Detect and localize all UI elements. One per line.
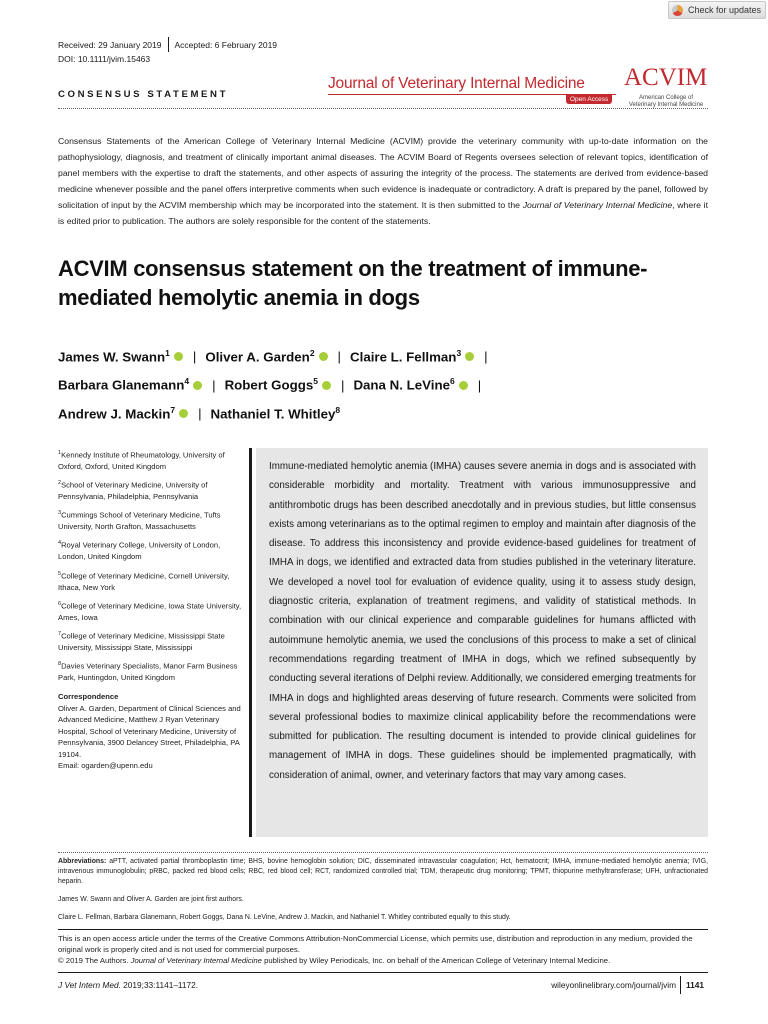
orcid-icon[interactable]: [193, 381, 202, 390]
intro-text-2: , where it is edited prior to publication. The authors are solely responsible for the content of the statements.: [58, 199, 708, 226]
orcid-icon[interactable]: [319, 352, 328, 361]
orcid-icon[interactable]: [179, 409, 188, 418]
affiliation-item: $^3$Cummings School of Veterinary Medicine, Tufts University, North Grafton, Massachusetts: [58, 510, 221, 532]
author-name[interactable]: Andrew J. Mackin: [58, 406, 171, 422]
author-sup: 5: [313, 376, 318, 387]
journal-url[interactable]: wileyonlinelibrary.com/journal/jvim: [551, 980, 676, 990]
citation: [58, 980, 198, 990]
journal-name: Journal of Veterinary Internal Medicine: [328, 75, 585, 92]
abstract-accent-bar: [249, 448, 252, 837]
author-separator: |: [212, 377, 216, 393]
open-access-badge: Open Access: [566, 95, 612, 104]
correspondence-heading: Correspondence: [58, 692, 119, 702]
author-line-1: [58, 341, 718, 369]
correspondence-text: Oliver A. Garden, Department of Clinical Sciences and Advanced Medicine, Matthew J Ryan Veterinary Hospital, School of Veterinary Medicine, University of Pennsylvania, 3900 Delancey Street, Philadelphia, PA 19104.: [58, 703, 241, 759]
author-name[interactable]: Claire L. Fellman: [350, 349, 457, 365]
acvim-logo-subtitle: American College of Veterinary Internal Medicine: [628, 95, 704, 109]
orcid-icon[interactable]: [322, 381, 331, 390]
crossmark-icon: [672, 5, 683, 16]
author-name[interactable]: Nathaniel T. Whitley: [210, 406, 336, 422]
author-separator: |: [477, 377, 482, 393]
citation-volume: 2019;33:1141–1172.: [120, 980, 199, 990]
abbreviations-label: Abbreviations:: [58, 858, 107, 865]
affiliation-item: $^6$College of Veterinary Medicine, Iowa State University, Ames, Iowa: [58, 600, 242, 622]
section-divider: [58, 108, 708, 109]
orcid-icon[interactable]: [459, 381, 468, 390]
correspondence-email[interactable]: Email: ogarden@upenn.edu: [58, 761, 153, 771]
author-name[interactable]: James W. Swann: [58, 349, 166, 365]
citation-journal: J Vet Intern Med.: [58, 980, 121, 990]
intro-journal-name: Journal of Veterinary Internal Medicine: [522, 199, 673, 210]
acvim-logo: [624, 62, 714, 90]
intro-text-1: Consensus Statements of the American College of Veterinary Internal Medicine (ACVIM) provide the veterinary community with up-to-date information on the pathophysiology, diagnosis, and treatment of clinically important animal diseases. The ACVIM Board of Regents oversees selection of relevant topics, identification of panel members with the expertise to draft the statements, and other aspects of assuring the integrity of the process. The statements are derived from evidence-based medicine whenever possible and the panel offers interpretive comments when such evidence is inadequate or contradictory. A draft is prepared by the panel, followed by solicitation of input by the ACVIM membership which may be incorporated into the statement. It is then submitted to the: [58, 136, 708, 210]
author-name[interactable]: Oliver A. Garden: [205, 349, 310, 365]
author-separator: |: [337, 349, 342, 365]
footer-divider: [58, 972, 708, 973]
affiliation-item: $^1$Kennedy Institute of Rheumatology, University of Oxford, Oxford, United Kingdom: [58, 450, 225, 472]
author-separator: |: [192, 349, 197, 365]
doi[interactable]: DOI: 10.1111/jvim.15463: [58, 54, 151, 64]
author-name[interactable]: Dana N. LeVine: [353, 377, 450, 393]
license-divider: [58, 929, 708, 930]
author-sup: 2: [309, 348, 315, 358]
author-separator: |: [340, 377, 345, 393]
received-date: Received: 29 January 2019: [58, 39, 162, 50]
affiliation-item: $^2$School of Veterinary Medicine, University of Pennsylvania, Philadelphia, Pennsylvania: [58, 480, 208, 502]
accepted-date: Accepted: 6 February 2019: [174, 39, 278, 50]
affiliation-item: $^4$Royal Veterinary College, University of London, London, United Kingdom: [58, 540, 221, 562]
author-sup: 3: [456, 348, 462, 358]
intro-paragraph: [58, 134, 708, 229]
license-text: [58, 933, 708, 967]
footer-separator: [680, 976, 681, 994]
author-name[interactable]: Barbara Glanemann: [58, 377, 185, 393]
check-for-updates-label: Check for updates: [688, 5, 762, 15]
copyright-line: © 2019 The Authors. Journal of Veterinary Internal Medicine published by Wiley Periodicals, Inc. on behalf of the American College of Veterinary Internal Medicine.: [58, 956, 611, 966]
author-sup: 1: [165, 348, 170, 358]
footnote-divider: [58, 852, 708, 853]
abbreviations: [58, 857, 708, 888]
author-sup: 7: [170, 404, 176, 415]
author-sup: 4: [184, 376, 190, 387]
author-name[interactable]: Robert Goggs: [224, 377, 314, 393]
affiliation-item: $^7$College of Veterinary Medicine, Mississippi State University, Mississippi State, Mississippi: [58, 630, 225, 652]
joint-first-note: James W. Swann and Oliver A. Garden are joint first authors.: [58, 896, 244, 903]
article-dates: [58, 38, 277, 53]
date-divider: [168, 37, 169, 52]
license-line-1: This is an open access article under the terms of the Creative Commons Attribution-NonCommercial License, which permits use, distribution and reproduction in any medium, provided the original work is properly cited and is not used for commercial purposes.: [58, 934, 693, 955]
author-sup: 6: [450, 376, 455, 387]
affiliations: [58, 448, 244, 772]
orcid-icon[interactable]: [174, 352, 183, 361]
author-line-2: [58, 369, 718, 397]
equal-contribution-note: Claire L. Fellman, Barbara Glanemann, Robert Goggs, Dana N. LeVine, Andrew J. Mackin, and Nathaniel T. Whitley contributed equally to this study.: [58, 914, 511, 921]
author-separator: |: [198, 406, 202, 422]
check-for-updates-button[interactable]: [668, 1, 766, 19]
author-sup: 8: [335, 404, 341, 415]
author-separator: |: [484, 349, 488, 365]
author-list: [58, 341, 718, 426]
affiliation-item: $^8$Davies Veterinary Specialists, Manor Farm Business Park, Huntingdon, United Kingdom: [58, 660, 238, 682]
affiliation-item: $^5$College of Veterinary Medicine, Cornell University, Ithaca, New York: [58, 570, 230, 592]
page-number: 1141: [686, 980, 704, 990]
abbreviations-text: aPTT, activated partial thromboplastin time; BHS, bovine hemoglobin solution; DIC, disseminated intravascular coagulation; Hct, hematocrit; IMHA, immune-mediated hemolytic anemia; IVIG, intravenous immunoglobulin; pRBC, packed red blood cells; RBC, red blood cell; RCT, randomized controlled trial; TDM, therapeutic drug monitoring; TPMT, thiopurine methyltransferase; UFH, unfractionated heparin.: [58, 858, 708, 886]
author-line-3: [58, 398, 718, 426]
section-label: CONSENSUS STATEMENT: [58, 89, 229, 100]
abstract: Immune-mediated hemolytic anemia (IMHA) causes severe anemia in dogs and is associated with considerable morbidity and mortality. Treatment with various immunosuppressive and antithrombotic drugs has been described anecdotally and in previous studies, but little consensus exists among veterinarians as to the optimal regimen to employ and maintain after diagnosis of the disease. To address this inconsistency and provide evidence-based guidelines for treatment of IMHA in dogs, we identified and extracted data from studies published in the veterinary literature. We developed a novel tool for evaluation of evidence quality, using it to assess study design, diagnostic criteria, explanation of treatment regimens, and validity of statistical methods. In combination with our clinical experience and comparable guidelines for humans afflicted with autoimmune hemolytic anemia, we used the conclusions of this process to make a set of clinical recommendations regarding treatment of IMHA in dogs, which we refined subsequently by conducting several iterations of Delphi review. Additionally, we considered emerging treatments for IMHA in dogs and highlighted areas deserving of future research. Comments were solicited from several professional bodies to maximize clinical applicability before the recommendations were submitted for publication. The resulting document is intended to provide clinical guidelines for management of IMHA in dogs. These guidelines should be implemented pragmatically, with consideration of animal, owner, and veterinary factors that may vary among cases.: [256, 448, 708, 837]
acvim-logo-text: ACVIM: [624, 64, 708, 90]
article-title: ACVIM consensus statement on the treatment of immune-mediated hemolytic anemia in dogs: [58, 256, 648, 310]
orcid-icon[interactable]: [465, 352, 474, 361]
